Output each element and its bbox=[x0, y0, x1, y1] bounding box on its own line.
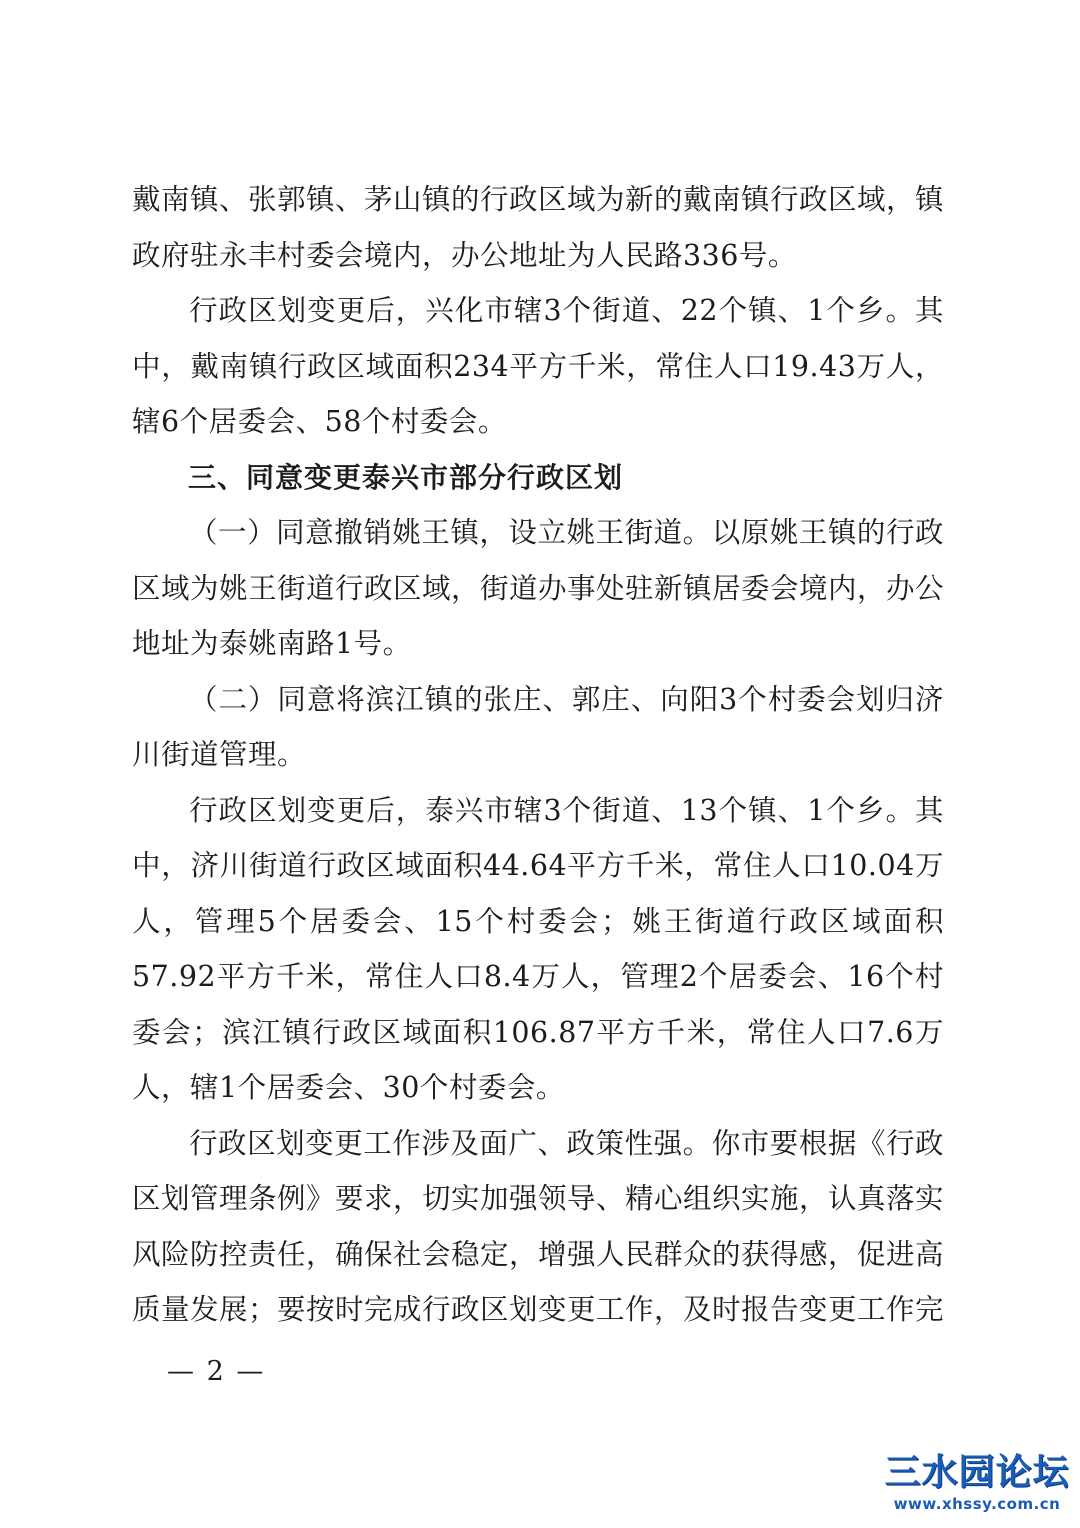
paragraph-item-one: （一）同意撤销姚王镇，设立姚王街道。以原姚王镇的行政区域为姚王街道行政区域，街道办事处驻新镇居委会境内，办公地址为泰姚南路1号。 bbox=[132, 516, 945, 660]
paragraph-xinghua-summary: 行政区划变更后，兴化市辖3个街道、22个镇、1个乡。其中，戴南镇行政区域面积234平方千米，常住人口19.43万人，辖6个居委会、58个村委会。 bbox=[132, 294, 944, 438]
watermark-logo: 三水园论坛 bbox=[884, 1452, 1070, 1493]
watermark-url: www.xhssy.com.cn bbox=[893, 1495, 1061, 1513]
watermark bbox=[882, 1452, 1072, 1514]
paragraph-item-two: （二）同意将滨江镇的张庄、郭庄、向阳3个村委会划归济川街道管理。 bbox=[132, 682, 944, 771]
paragraph-taixing-summary: 行政区划变更后，泰兴市辖3个街道、13个镇、1个乡。其中，济川街道行政区域面积44.64平方千米，常住人口10.04万人，管理5个居委会、15个村委会；姚王街道行政区域面积57.92平方千米，常住人口8.4万人，管理2个居委会、16个村委会；滨江镇行政区域面积106.87平方千米，常住人口7.6万人，辖1个居委会、30个村委会。 bbox=[132, 793, 944, 1104]
paragraph-continuation: 戴南镇、张郭镇、茅山镇的行政区域为新的戴南镇行政区域，镇政府驻永丰村委会境内，办公地址为人民路336号。 bbox=[132, 183, 945, 272]
document-body bbox=[132, 172, 944, 1338]
paragraph-requirements: 行政区划变更工作涉及面广、政策性强。你市要根据《行政区划管理条例》要求，切实加强领导、精心组织实施，认真落实风险防控责任，确保社会稳定，增强人民群众的获得感，促进高质量发展；要按时完成行政区划变更工作，及时报告变更工作完 bbox=[132, 1126, 945, 1326]
section-heading-taixing: 三、同意变更泰兴市部分行政区划 bbox=[188, 460, 624, 494]
page-number: — 2 — bbox=[167, 1356, 266, 1387]
